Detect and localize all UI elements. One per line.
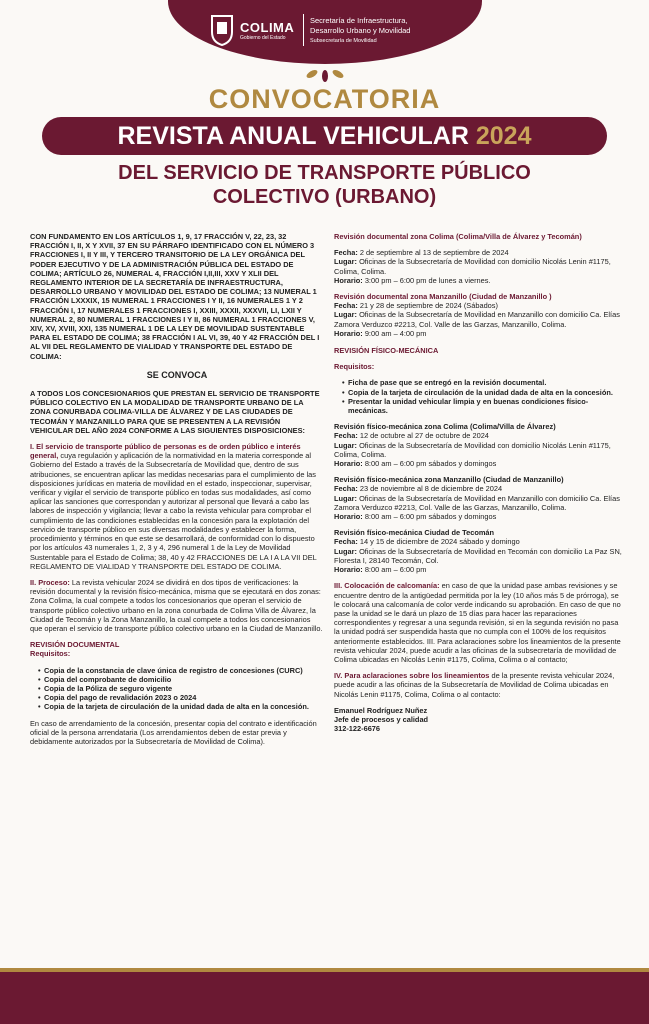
zone-colima-details: Fecha: 2 de septiembre al 13 de septiembre de 2024 Lugar: Oficinas de la Subsecretaría de Movilidad con domicilio Nicolás Lenin #1175, Colima, Colima. Horario: 3:00 pm – 6:00 pm de lunes a viernes. xyxy=(334,248,611,285)
paragraph-4: IV. Para aclaraciones sobre los lineamientos de la presente revista vehicular 2024, puede acudir a las oficinas de la Subsecretaría de Movilidad de Colima ubicadas en Nicolás Lenin #1175, Colima, Colima o al contacto: xyxy=(334,671,615,699)
title-ribbon xyxy=(42,117,607,155)
fm-tecoman-heading: Revisión físico-mecánica Ciudad de Tecomán xyxy=(334,528,495,538)
paragraph-3: III. Colocación de calcomanía: en caso de que la unidad pase ambas revisiones y se encuentre dentro de la antigüedad permitida por la ley (10 años más 5 de prórroga), se le colocará una calcomanía de color verde indicando su aprobación. En caso de que no pase la unidad se le dará un plazo de 15 días para hacer las reparaciones correspondientes y regresar a una segunda revisión, si en la segunda revisión no pasa la unidad podrá ser suspendida hasta que no cumpla con el 100% de los requisitos anteriormente establecidos. III. Para aclaraciones sobre los lineamientos de la presente revista vehicular 2024, puede acudir a las oficinas de la subsecretaría de movilidad de Colima ubicadas en Nicolás Lenin #1175, Colima, Colima o al contacto; xyxy=(334,581,621,664)
zone-colima-heading: Revisión documental zona Colima (Colima/Villa de Álvarez y Tecomán) xyxy=(334,232,582,241)
fm-manzanillo-heading: Revisión físico-mecánica zona Manzanillo (Ciudad de Manzanillo) xyxy=(334,475,564,485)
signature: Emanuel Rodríguez Nuñez Jefe de procesos y calidad 312-122-6676 xyxy=(334,705,429,734)
title-year: 2024 xyxy=(475,122,532,150)
shield-icon xyxy=(208,12,236,46)
fundamento-text: CON FUNDAMENTO EN LOS ARTÍCULOS 1, 9, 17 FRACCIÓN V, 22, 23, 32 FRACCIÓN I, II, X Y XVII, 37 EN SU PÁRRAFO IDENTIFICADO CON EL NÚMERO 3 FRACCIONES I, II Y III, Y TERCERO TRANSITORIO DE LA LEY ORGÁNICA DEL PODER EJECUTIVO Y DE LA ADMINISTRACIÓN PÚBLICA DEL ESTADO DE COLIMA; ARTÍCULO 26, NUMERAL 4, FRACCIÓN I,II,III, XXV Y XLII DEL REGLAMENTO INTERIOR DE LA SECRETARÍA DE INFRAESTRUCTURA, DESARROLLO URBANO Y MOVILIDAD DEL ESTADO DE COLIMA; 13 NUMERAL 1 FRACCIÓN LXXXIX, 15 NUMERAL 1 FRACCIONES I Y II, 16 NUMERALES 1 Y 2 FRACCIÓN I, 17 NUMERALES 1 FRACCIONES I, XXIII, XXXII, XXXVII, LI, LXII Y NUMERAL 2, 80 NUMERAL 1 FRACCIONES I Y II, 86 NUMERAL 1 FRACCIONES V, XIV, XV, XVIII, XXI, 135 NUMERAL 1 DE LA LEY DE MOVILIDAD SUSTENTABLE PARA EL ESTADO DE COLIMA; 38 FRACCIÓN I AL VI, 39, 40 Y 42 FRACCIÓN DEL I AL VII DEL REGLAMENTO DE VIALIDAD Y TRANSPORTE DEL ESTADO DE COLIMA: xyxy=(30,232,320,361)
paragraph-2: II. Proceso: La revista vehicular 2024 se dividirá en dos tipos de verificaciones: la revisión documental y la revisión físico-mecánica, misma que se ejecutará en dos zonas: Zona Colima, la cual compete a todos los concesionarios que operan el servicio de transporte público colectivo urbano en la zona conurbada de Colima Villa de Álvarez, la Ciudad de Tecomán y la Zona Manzanillo, la cual compete a todos los concesionarios que operan el servicio de transporte público colectivo urbano en la Ciudad de Manzanillo. xyxy=(30,577,323,633)
arrendamiento-text: En caso de arrendamiento de la concesión, presentar copia del contrato e identificación oficial de la persona arrendataria (Los arrendamientos deben de estar previa y debidamente autorizados por la Subsecretaría de Movilidad de Colima). xyxy=(30,718,317,746)
fm-tecoman-details: Fecha: 14 y 15 de diciembre de 2024 sábado y domingo Lugar: Oficinas de la Subsecretaría de Movilidad en Tecomán con domicilio La Paz SN, Floresta I, 28140 Tecomán, Col. Horario: 8:00 am – 6:00 pm xyxy=(334,537,622,575)
convocatoria-heading: CONVOCATORIA xyxy=(208,84,441,114)
doc-heading: REVISIÓN DOCUMENTAL xyxy=(30,640,120,650)
paragraph-1: I. El servicio de transporte público de personas es de orden público e interés general, cuya regulación y aplicación de la normatividad en la materia corresponde al Gobierno del Estado a través de la Subsecretaría de Movilidad que, dentro de sus atribuciones, se encuentran aplicar las medidas necesarias para el cumplimiento de las disposiciones jurídicas en materia de movilidad en el estado, inspeccionar, supervisar, verificar y vigilar el servicio de transporte público en todas sus modalidades, así como aplicar las sanciones que correspondan y autorizar al personal que llevará a cabo las labores de inspección y vigilancia; llevar a cabo la revista vehicular para comprobar el cumplimiento de las condiciones establecidas en la concesión para la explotación del servicio de transporte público en sus diversas modalidades y establecer la forma, procedimiento y términos en que este se desarrollará, de conformidad con lo dispuesto por los artículos 43 numerales 1, 2, 3 y 4, 296 numeral 1 de la Ley de Movilidad Sustentable para el Estado de Colima; 38, 40 y 42 FRACCIONES DE LA I A LA VII DEL REGLAMENTO DE VIALIDAD Y TRANSPORTE DEL ESTADO DE COLIMA. xyxy=(30,442,317,571)
right-column xyxy=(334,232,624,733)
header-divider xyxy=(303,14,304,46)
fm-list xyxy=(334,378,624,415)
list-item: • Copia de la constancia de clave única de registro de concesiones (CURC) xyxy=(38,666,324,675)
colima-logo xyxy=(208,10,298,50)
se-convoca-heading: SE CONVOCA xyxy=(146,369,208,380)
list-item: • Copia de la Póliza de seguro vigente xyxy=(38,684,324,693)
logo-sub: Gobierno del Estado xyxy=(240,35,286,41)
list-item: • Copia de la tarjeta de circulación de la unidad dada de alta en la concesión. xyxy=(38,702,324,711)
doc-list xyxy=(30,666,324,712)
subtitle: DEL SERVICIO DE TRANSPORTE PÚBLICO COLECTIVO (URBANO) xyxy=(118,162,531,208)
leaves-icon xyxy=(300,64,350,84)
footer-band xyxy=(0,972,649,1024)
list-item: • Ficha de pase que se entregó en la revisión documental. xyxy=(342,378,624,387)
main-title: REVISTA ANUAL VEHICULAR xyxy=(117,122,469,150)
list-item: • Copia de la tarjeta de circulación de la unidad dada de alta en la concesión. xyxy=(342,388,624,397)
zone-manzanillo-details: Fecha: 21 y 28 de septiembre de 2024 (Sábados) Lugar: Oficinas de la Subsecretaría de Movilidad en Manzanillo con domicilio Ca. Elías Zamora Verduzco #2213, Col. Valle de las Garzas, Manzanillo, Colima. Horario: 9:00 am – 4:00 pm xyxy=(334,301,620,338)
fm-colima-heading: Revisión físico-mecánica zona Colima (Colima/Villa de Álvarez) xyxy=(334,422,556,432)
doc-requisitos: Requisitos: xyxy=(30,649,71,659)
fm-colima-details: Fecha: 12 de octubre al 27 de octubre de 2024 Lugar: Oficinas de la Subsecretaría de Movilidad con domicilio Nicolás Lenin #1175, Colima, Colima. Horario: 8:00 am – 6:00 pm sábados y domingos xyxy=(334,431,611,469)
fm-manzanillo-details: Fecha: 23 de noviembre al 8 de diciembre de 2024 Lugar: Oficinas de la Subsecretaría de Movilidad en Manzanillo con domicilio Ca. Elías Zamora Verduzco #2213, Col. Valle de las Garzas, Manzanillo, Colima. Horario: 8:00 am – 6:00 pm sábados y domingos xyxy=(334,484,620,522)
zone-manzanillo-heading: Revisión documental zona Manzanillo (Ciudad de Manzanillo ) xyxy=(334,292,552,302)
list-item: • Copia del pago de revalidación 2023 o 2024 xyxy=(38,693,324,702)
convoca-text: A TODOS LOS CONCESIONARIOS QUE PRESTAN EL SERVICIO DE TRANSPORTE PÚBLICO COLECTIVO EN LA MODALIDAD DE TRANSPORTE URBANO DE LA ZONA CONURBADA COLIMA-VILLA DE ÁLVAREZ Y DE LAS CIUDADES DE TECOMÁN Y MANZANILLO PARA QUE SE PRESENTEN A LA REVISIÓN VEHICULAR DEL AÑO 2024 CONFORME A LAS SIGUIENTES DISPOSICIONES: xyxy=(30,389,320,435)
logo-name: COLIMA xyxy=(240,20,295,35)
left-column xyxy=(30,232,324,753)
fm-heading: REVISIÓN FÍSICO-MECÁNICA xyxy=(334,346,439,356)
list-item: • Presentar la unidad vehicular limpia y en buenas condiciones físico-mecánicas. xyxy=(342,397,624,415)
fm-requisitos: Requisitos: xyxy=(334,362,375,372)
list-item: • Copia del comprobante de domicilio xyxy=(38,675,324,684)
department-name: Secretaría de Infraestructura, Desarrollo Urbano y Movilidad Subsecretaría de Movilidad xyxy=(310,16,411,44)
